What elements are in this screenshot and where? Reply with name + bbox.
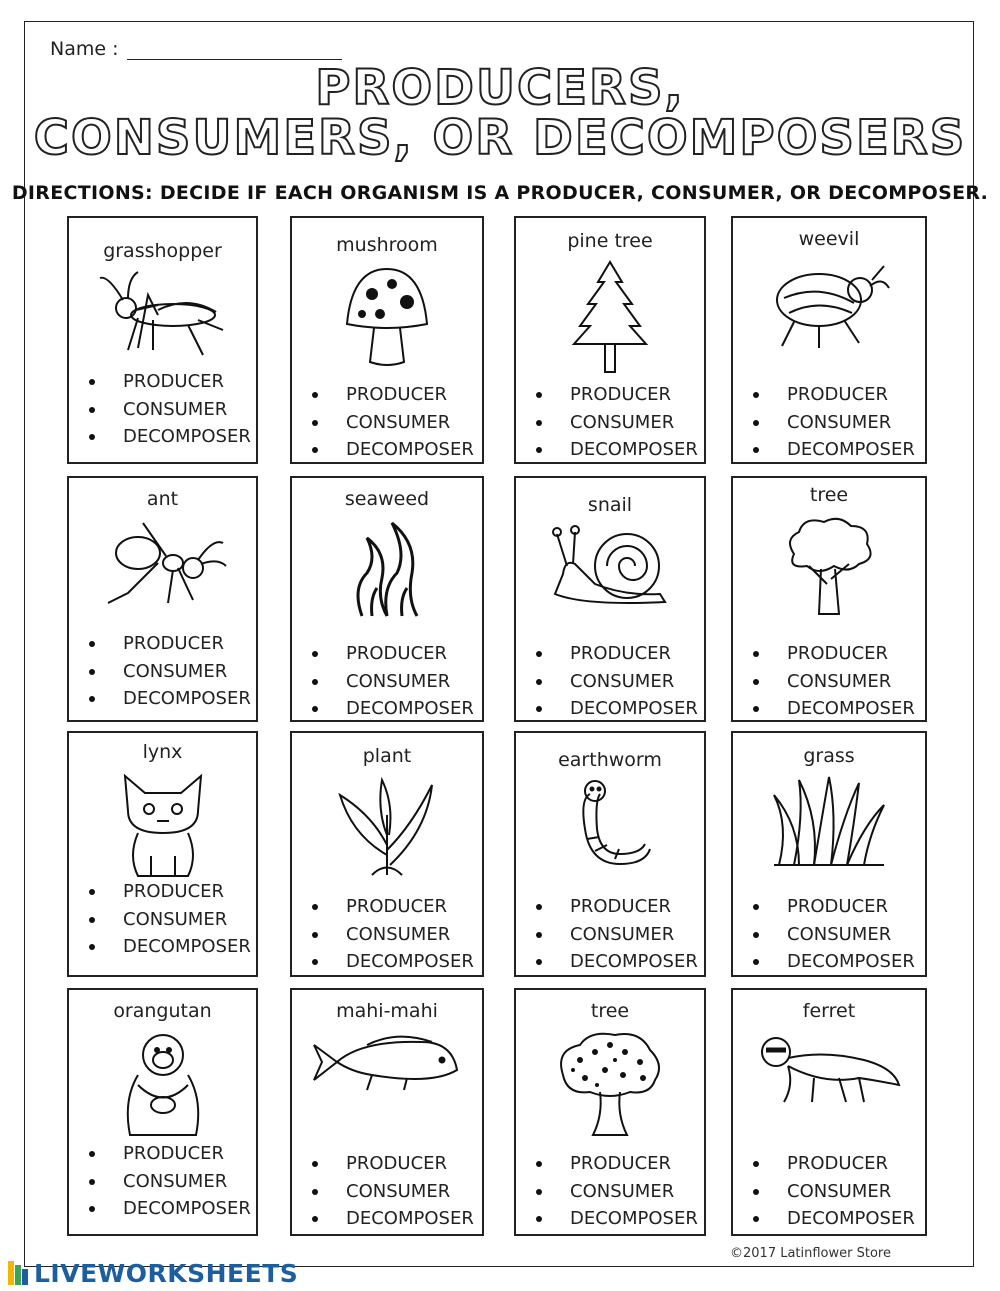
- organism-card: [290, 216, 484, 464]
- answer-options: [312, 640, 474, 723]
- option-decomposer[interactable]: DECOMPOSER: [536, 1205, 698, 1233]
- organism-name: snail: [587, 494, 633, 516]
- ant-icon: [69, 518, 256, 628]
- option-producer[interactable]: PRODUCER: [753, 893, 915, 921]
- answer-options: [753, 381, 915, 464]
- option-decomposer[interactable]: DECOMPOSER: [89, 1195, 251, 1223]
- option-producer[interactable]: PRODUCER: [753, 640, 915, 668]
- option-consumer[interactable]: CONSUMER: [312, 668, 474, 696]
- answer-options: [312, 1150, 474, 1233]
- option-consumer[interactable]: CONSUMER: [753, 409, 915, 437]
- organism-name: ant: [146, 488, 179, 510]
- organism-card: [67, 476, 258, 722]
- grasshopper-icon: [69, 270, 256, 380]
- option-decomposer[interactable]: DECOMPOSER: [312, 695, 474, 723]
- name-input-line[interactable]: [127, 41, 342, 60]
- answer-options: [753, 893, 915, 976]
- organism-card: [514, 988, 706, 1236]
- answer-options: [89, 630, 251, 713]
- organism-name: weevil: [798, 228, 860, 250]
- option-consumer[interactable]: CONSUMER: [753, 668, 915, 696]
- option-consumer[interactable]: CONSUMER: [536, 1178, 698, 1206]
- organism-card: [514, 216, 706, 464]
- answer-options: [753, 1150, 915, 1233]
- option-decomposer[interactable]: DECOMPOSER: [536, 436, 698, 464]
- directions-text: DIRECTIONS: DECIDE IF EACH ORGANISM IS A PRODUCER, CONSUMER, OR DECOMPOSER.: [11, 182, 989, 204]
- option-consumer[interactable]: CONSUMER: [536, 668, 698, 696]
- option-producer[interactable]: PRODUCER: [312, 1150, 474, 1178]
- option-decomposer[interactable]: DECOMPOSER: [89, 933, 251, 961]
- organism-name: grasshopper: [103, 240, 222, 262]
- weevil-icon: [733, 258, 925, 368]
- earthworm-icon: [516, 779, 704, 889]
- option-producer[interactable]: PRODUCER: [312, 893, 474, 921]
- option-consumer[interactable]: CONSUMER: [753, 921, 915, 949]
- answer-options: [536, 1150, 698, 1233]
- organism-name: tree: [809, 484, 849, 506]
- option-consumer[interactable]: CONSUMER: [312, 409, 474, 437]
- option-consumer[interactable]: CONSUMER: [89, 658, 251, 686]
- answer-options: [89, 1140, 251, 1223]
- option-decomposer[interactable]: DECOMPOSER: [753, 1205, 915, 1233]
- option-decomposer[interactable]: DECOMPOSER: [312, 1205, 474, 1233]
- option-producer[interactable]: PRODUCER: [753, 381, 915, 409]
- option-producer[interactable]: PRODUCER: [89, 368, 251, 396]
- title-line-1: PRODUCERS,: [315, 60, 685, 116]
- organism-name: mahi-mahi: [336, 1000, 438, 1022]
- option-producer[interactable]: PRODUCER: [536, 1150, 698, 1178]
- option-producer[interactable]: PRODUCER: [89, 630, 251, 658]
- organism-name: earthworm: [558, 749, 662, 771]
- organism-name: mushroom: [336, 234, 438, 256]
- option-decomposer[interactable]: DECOMPOSER: [536, 948, 698, 976]
- answer-options: [312, 893, 474, 976]
- organism-card: [731, 216, 927, 464]
- option-producer[interactable]: PRODUCER: [536, 640, 698, 668]
- answer-options: [89, 878, 251, 961]
- snail-icon: [516, 524, 704, 634]
- mahi-mahi-icon: [292, 1030, 482, 1140]
- organism-card: [67, 731, 258, 977]
- organism-name: tree: [590, 1000, 630, 1022]
- organism-card: [290, 731, 484, 977]
- organism-name: seaweed: [344, 488, 430, 510]
- organism-card: [731, 988, 927, 1236]
- option-decomposer[interactable]: DECOMPOSER: [753, 948, 915, 976]
- tree-icon: [733, 514, 925, 624]
- option-decomposer[interactable]: DECOMPOSER: [312, 948, 474, 976]
- option-consumer[interactable]: CONSUMER: [536, 921, 698, 949]
- organism-name: orangutan: [113, 1000, 212, 1022]
- option-producer[interactable]: PRODUCER: [89, 1140, 251, 1168]
- name-label: Name :: [50, 38, 119, 60]
- organism-name: grass: [803, 745, 855, 767]
- organism-card: [67, 988, 258, 1236]
- option-consumer[interactable]: CONSUMER: [536, 409, 698, 437]
- answer-options: [536, 640, 698, 723]
- copyright-text: ©2017 Latinflower Store: [730, 1246, 891, 1261]
- answer-options: [753, 640, 915, 723]
- option-consumer[interactable]: CONSUMER: [89, 396, 251, 424]
- option-decomposer[interactable]: DECOMPOSER: [89, 685, 251, 713]
- organism-card: [514, 476, 706, 722]
- pine-tree-icon: [516, 260, 704, 370]
- ferret-icon: [733, 1030, 925, 1140]
- option-decomposer[interactable]: DECOMPOSER: [753, 695, 915, 723]
- liveworksheets-logo: [8, 1258, 298, 1288]
- seaweed-icon: [292, 518, 482, 628]
- organism-name: lynx: [142, 741, 183, 763]
- option-producer[interactable]: PRODUCER: [753, 1150, 915, 1178]
- option-producer[interactable]: PRODUCER: [89, 878, 251, 906]
- option-producer[interactable]: PRODUCER: [536, 381, 698, 409]
- option-decomposer[interactable]: DECOMPOSER: [753, 436, 915, 464]
- organism-card: [67, 216, 258, 464]
- leafy-tree-icon: [516, 1030, 704, 1140]
- organism-name: pine tree: [567, 230, 653, 252]
- logo-text: LIVEWORKSHEETS: [34, 1258, 299, 1288]
- orangutan-icon: [69, 1030, 256, 1140]
- organism-name: ferret: [802, 1000, 856, 1022]
- lynx-icon: [69, 771, 256, 881]
- organism-name: plant: [362, 745, 412, 767]
- organism-card: [290, 988, 484, 1236]
- title-line-2: CONSUMERS, OR DECOMPOSERS: [33, 110, 967, 166]
- option-decomposer[interactable]: DECOMPOSER: [89, 423, 251, 451]
- organism-card: [514, 731, 706, 977]
- option-consumer[interactable]: CONSUMER: [89, 1168, 251, 1196]
- option-decomposer[interactable]: DECOMPOSER: [536, 695, 698, 723]
- option-producer[interactable]: PRODUCER: [536, 893, 698, 921]
- plant-icon: [292, 775, 482, 885]
- option-consumer[interactable]: CONSUMER: [312, 921, 474, 949]
- answer-options: [536, 381, 698, 464]
- option-consumer[interactable]: CONSUMER: [753, 1178, 915, 1206]
- answer-options: [89, 368, 251, 451]
- mushroom-icon: [292, 264, 482, 374]
- answer-options: [536, 893, 698, 976]
- option-decomposer[interactable]: DECOMPOSER: [312, 436, 474, 464]
- answer-options: [312, 381, 474, 464]
- organism-card: [731, 476, 927, 722]
- organism-card: [290, 476, 484, 722]
- organism-card: [731, 731, 927, 977]
- option-consumer[interactable]: CONSUMER: [89, 906, 251, 934]
- option-producer[interactable]: PRODUCER: [312, 381, 474, 409]
- name-field: [50, 38, 342, 60]
- option-consumer[interactable]: CONSUMER: [312, 1178, 474, 1206]
- option-producer[interactable]: PRODUCER: [312, 640, 474, 668]
- logo-icon: [8, 1261, 30, 1285]
- grass-icon: [733, 775, 925, 885]
